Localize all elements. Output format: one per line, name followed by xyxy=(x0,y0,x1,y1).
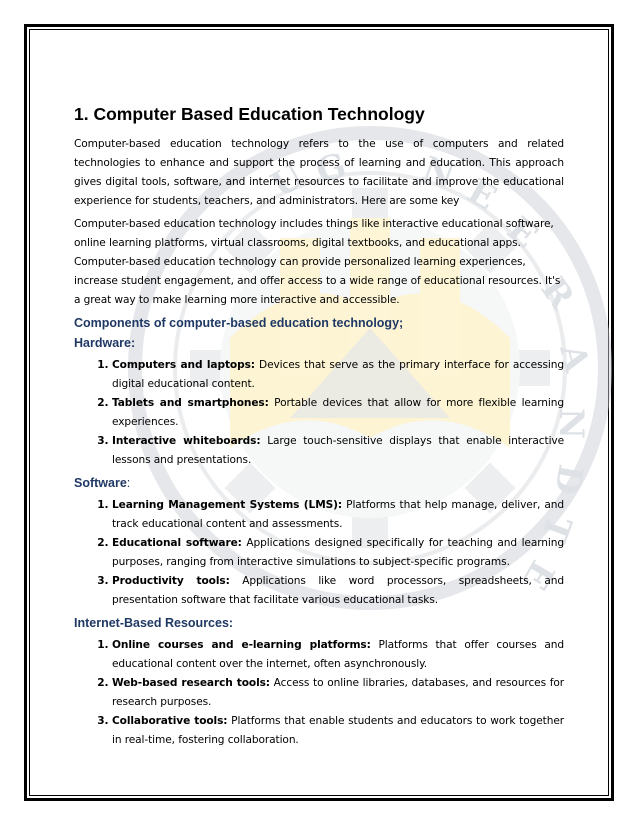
intro-paragraph-2: Computer-based education technology includes things like interactive educational software, online learning platforms, virtual classrooms, digital textbooks, and educational apps. Computer-based education technology can provide personalized learning experiences, increase student engagement, and offer access to a wide range of educational resources. It's a great way to make learning more interactive and accessible. xyxy=(74,218,561,306)
svg-text:U: U xyxy=(264,156,311,206)
list-item-term: Educational software: xyxy=(112,537,242,549)
list-item-term: Collaborative tools: xyxy=(112,715,228,727)
hardware-list xyxy=(74,356,564,470)
svg-text:A: A xyxy=(551,339,597,376)
list-item xyxy=(112,572,564,610)
list-item-text: Platforms that help manage, deliver, and track educational content and assessments. xyxy=(112,499,564,530)
svg-text:N: N xyxy=(551,408,591,440)
list-item-text: Portable devices that allow for more flexible learning experiences. xyxy=(112,397,564,428)
svg-text:D: D xyxy=(546,461,591,498)
section-heading-software-suffix: : xyxy=(126,476,131,490)
section-heading-internet-resources-label: Internet-Based Resources xyxy=(74,616,229,630)
list-item-text: Platforms that enable students and educators to work together in real-time, fostering collaboration. xyxy=(112,715,564,746)
page-title: 1. Computer Based Education Technology xyxy=(74,104,425,124)
section-heading-hardware xyxy=(74,336,564,350)
list-item-term: Learning Management Systems (LMS): xyxy=(112,499,343,511)
list-item xyxy=(112,432,564,470)
list-item-text: Devices that serve as the primary interface for accessing digital educational content. xyxy=(112,359,564,390)
svg-text:T: T xyxy=(532,509,580,548)
components-heading: Components of computer-based education technology; xyxy=(74,316,404,330)
list-item xyxy=(112,534,564,572)
list-item xyxy=(112,496,564,534)
list-item-term: Web-based research tools: xyxy=(112,677,270,689)
software-list xyxy=(74,496,564,610)
svg-text:E: E xyxy=(460,171,503,219)
list-item-term: Online courses and e-learning platforms: xyxy=(112,639,371,651)
list-item-text: Platforms that offer courses and educational content over the internet, often asynchronously. xyxy=(112,639,564,670)
section-heading-software xyxy=(74,476,564,490)
internet-resources-list xyxy=(74,636,564,750)
section-heading-software-label: Software xyxy=(74,476,127,490)
list-item-term: Computers and laptops: xyxy=(112,359,255,371)
list-item xyxy=(112,394,564,432)
list-item-term: Interactive whiteboards: xyxy=(112,435,261,447)
svg-text:E: E xyxy=(514,553,562,596)
intro-paragraph-1: Computer-based education technology refers to the use of computers and related technologies to enhance and support the process of learning and education. This approach gives digital tools, software, and internet resources to facilitate and improve the educational experience for students, teachers, and administrators. Here are some key xyxy=(74,138,564,207)
list-item-term: Productivity tools: xyxy=(112,575,230,587)
list-item-text: Applications like word processors, spreadsheets, and presentation software that facilitate various educational tasks. xyxy=(112,575,564,606)
section-heading-internet-resources-suffix: : xyxy=(228,616,234,630)
list-item-text: Applications designed specifically for teaching and learning purposes, ranging from interactive simulations to subject-specific programs. xyxy=(112,537,565,568)
svg-text:G: G xyxy=(311,145,351,192)
list-item-term: Tablets and smartphones: xyxy=(112,397,269,409)
list-item-text: Access to online libraries, databases, and resources for research purposes. xyxy=(112,677,564,708)
document-content xyxy=(74,104,564,754)
list-item xyxy=(112,712,564,750)
svg-text:R: R xyxy=(532,270,582,317)
section-heading-hardware-label: Hardware xyxy=(74,336,131,350)
list-item xyxy=(112,674,564,712)
svg-text:E: E xyxy=(499,209,545,257)
list-item xyxy=(112,356,564,394)
section-heading-internet-resources xyxy=(74,616,564,630)
list-item-text: Large touch-sensitive displays that enable interactive lessons and presentations. xyxy=(112,435,565,466)
section-heading-hardware-suffix: : xyxy=(130,336,136,350)
svg-text:N: N xyxy=(416,148,460,198)
list-item xyxy=(112,636,564,674)
